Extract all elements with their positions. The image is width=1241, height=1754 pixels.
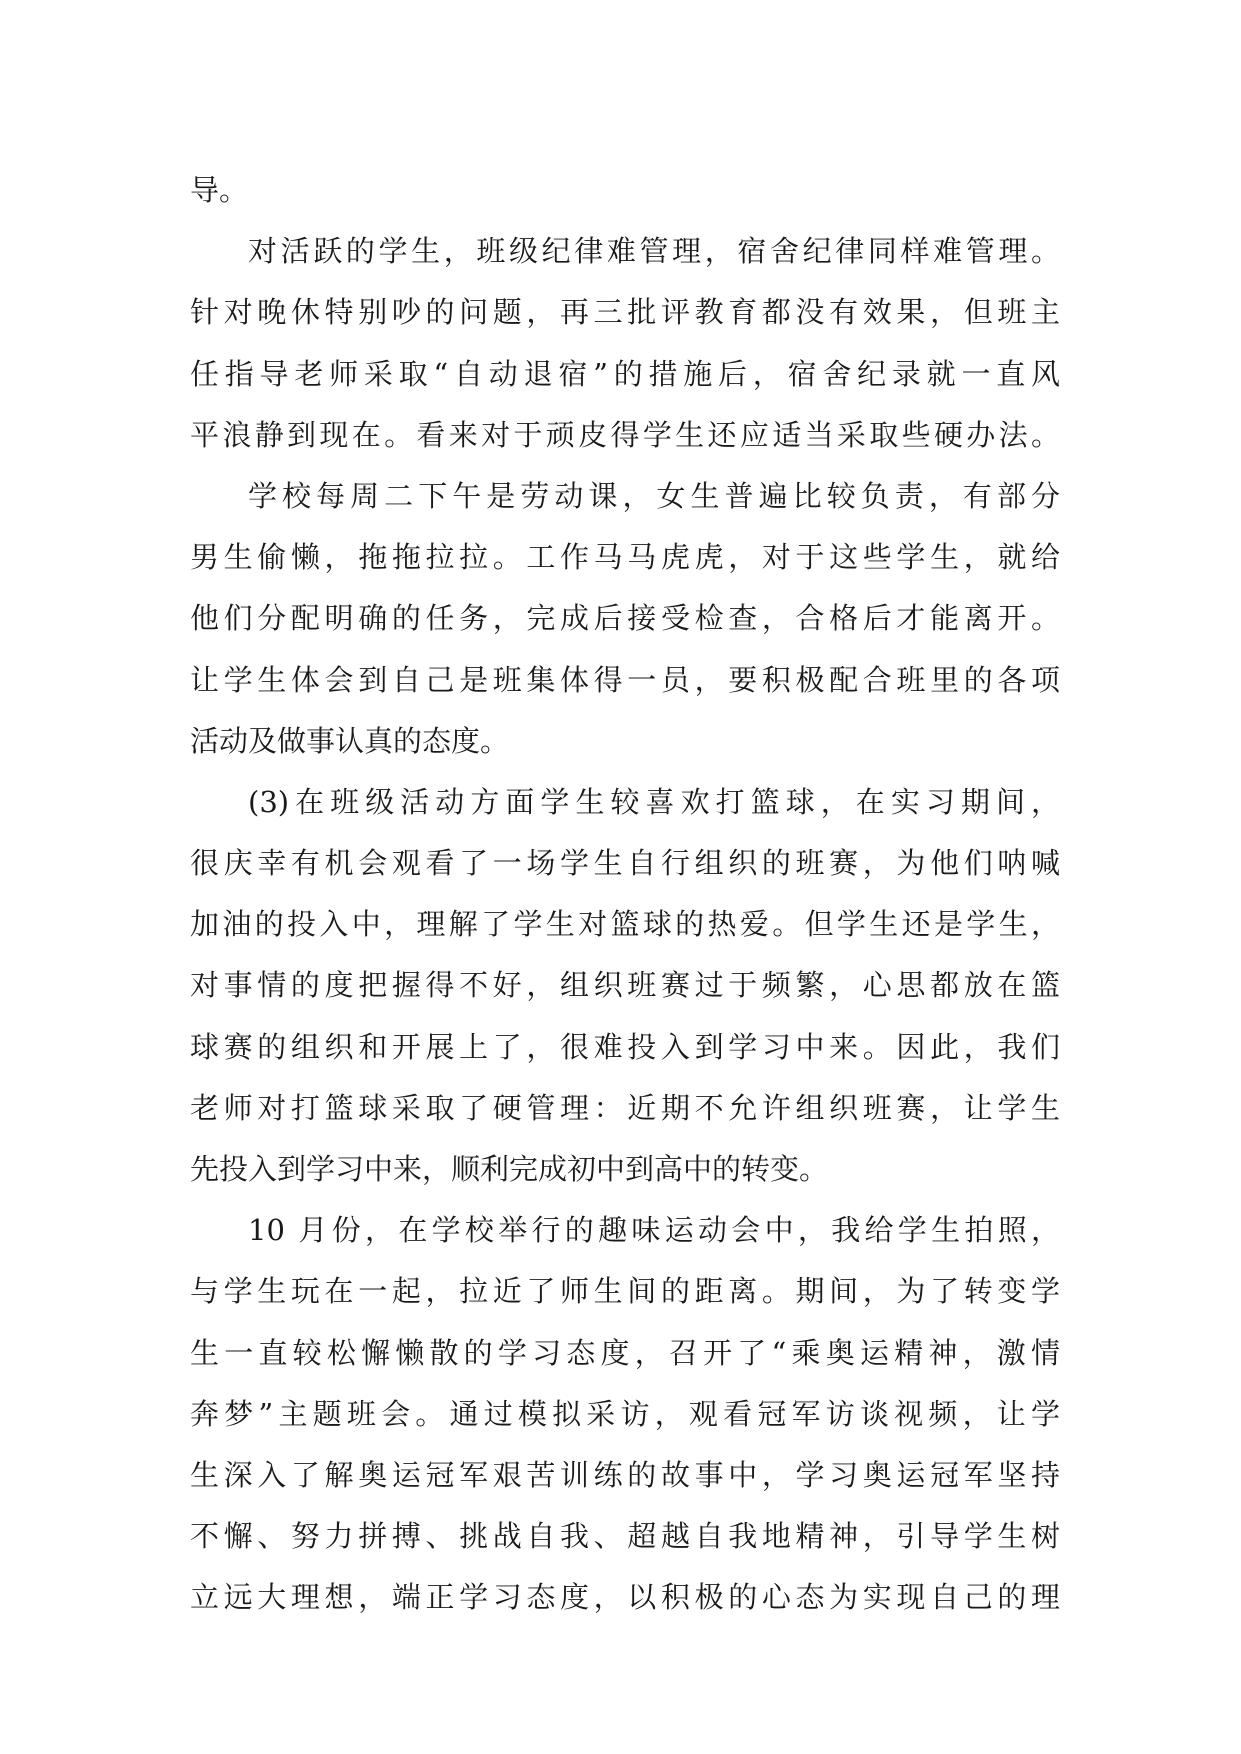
text-line: 生一直较松懈懒散的学习态度，召开了“乘奥运精神，激情 — [190, 1335, 1060, 1370]
text-line: 球赛的组织和开展上了，很难投入到学习中来。因此，我们 — [190, 1029, 1060, 1064]
text-line: 奔梦”主题班会。通过模拟采访，观看冠军访谈视频，让学 — [190, 1396, 1060, 1431]
text-line: 立远大理想，端正学习态度，以积极的心态为实现自己的理 — [190, 1580, 1060, 1615]
text-line: 任指导老师采取“自动退宿”的措施后，宿舍纪录就一直风 — [190, 356, 1060, 391]
text-line: 10 月份，在学校举行的趣味运动会中，我给学生拍照， — [248, 1213, 1060, 1248]
text-line: 他们分配明确的任务，完成后接受检查，合格后才能离开。 — [190, 601, 1060, 636]
text-line: 男生偷懒，拖拖拉拉。工作马马虎虎，对于这些学生，就给 — [190, 540, 1060, 575]
text-line: 对活跃的学生，班级纪律难管理，宿舍纪律同样难管理。 — [248, 234, 1060, 269]
document-body — [190, 160, 1060, 1629]
text-line: (3)在班级活动方面学生较喜欢打篮球，在实习期间， — [248, 784, 1060, 819]
text-line: 生深入了解奥运冠军艰苦训练的故事中，学习奥运冠军坚持 — [190, 1457, 1060, 1492]
text-line: 老师对打篮球采取了硬管理：近期不允许组织班赛，让学生 — [190, 1090, 1060, 1125]
text-line: 先投入到学习中来，顺利完成初中到高中的转变。 — [190, 1152, 829, 1186]
text-line: 活动及做事认真的态度。 — [190, 723, 510, 758]
text-line: 平浪静到现在。看来对于顽皮得学生还应适当采取些硬办法。 — [190, 417, 1060, 452]
text-line: 加油的投入中，理解了学生对篮球的热爱。但学生还是学生， — [190, 907, 1060, 942]
text-line: 导。 — [190, 173, 249, 207]
text-line: 对事情的度把握得不好，组织班赛过于频繁，心思都放在篮 — [190, 968, 1060, 1003]
text-line: 让学生体会到自己是班集体得一员，要积极配合班里的各项 — [190, 662, 1060, 697]
text-line: 很庆幸有机会观看了一场学生自行组织的班赛，为他们呐喊 — [190, 846, 1060, 881]
text-line: 学校每周二下午是劳动课，女生普遍比较负责，有部分 — [248, 478, 1060, 513]
text-line: 与学生玩在一起，拉近了师生间的距离。期间，为了转变学 — [190, 1274, 1060, 1309]
text-line: 针对晚休特别吵的问题，再三批评教育都没有效果，但班主 — [190, 295, 1060, 330]
text-line: 不懈、努力拼搏、挑战自我、超越自我地精神，引导学生树 — [190, 1519, 1060, 1554]
